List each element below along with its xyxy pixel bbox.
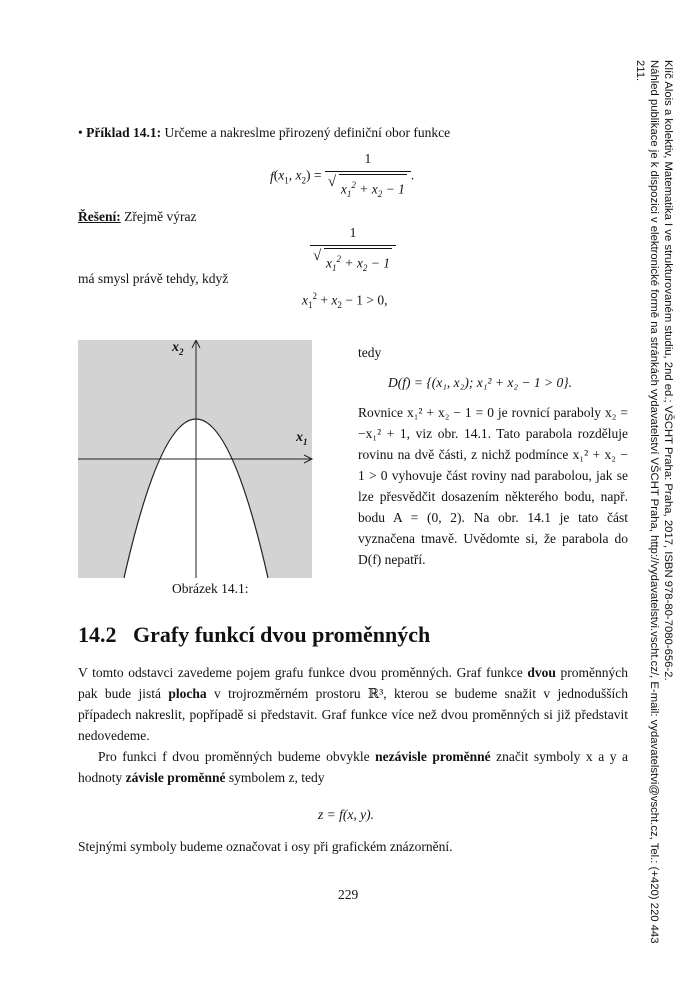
tedy-text: tedy: [358, 345, 382, 360]
side-note-line-1: Klíč Alois a kolektiv, Matematika I ve strukturovaném studiu, 2nd ed.; VŠCHT Praha: Praha, 2017, ISBN 978-80-7080-656-2.: [662, 60, 674, 681]
x1-label: $x_1$: [296, 430, 308, 447]
parabola-plot: [78, 340, 342, 578]
sense-text: má smysl právě tehdy, když: [78, 271, 229, 286]
solution-line: [78, 206, 196, 227]
page-number: 229: [338, 887, 359, 902]
parabola-paragraph: Rovnice x₁² + x₂ − 1 = 0 je rovnicí paraboly x₂ = −x₁² + 1, viz obr. 14.1. Tato parabola rozděluje rovinu na dvě části, z nichž podmínce x₁² + x₂ − 1 > 0 vyhovuje část roviny nad parabolou, jak se lze přesvědčit dosazením některého bodu, např. bodu A = (0, 2). Na obr. 14.1 je tato část vyznačena tmavě. Uvědomte si, že parabola do D(f) nepatří.: [358, 405, 628, 567]
section-heading: [78, 622, 430, 648]
expression-numerator: 1: [349, 225, 357, 240]
inequality-tail: − 1 > 0,: [345, 292, 388, 308]
section-title: Grafy funkcí dvou proměnných: [133, 622, 431, 647]
x2-label: $x_2$: [172, 340, 184, 357]
side-note: [633, 60, 675, 960]
solution-label: Řešení:: [78, 209, 121, 224]
example-text: Určeme a nakreslme přirozený definiční obor funkce: [164, 125, 451, 140]
formula-expression: 1 √ $x_1^2 + x_2 - 1$: [310, 222, 396, 279]
paragraph-2: Pro funkci f dvou proměnných budeme obvykle nezávisle proměnné značit symboly x a y a hodnoty závisle proměnné symbolem z, tedy: [78, 749, 628, 785]
figure-14-1: [78, 340, 342, 578]
bullet: •: [78, 125, 83, 140]
solution-text: Zřejmě výraz: [124, 209, 197, 224]
example-label: Příklad 14.1:: [86, 125, 162, 140]
side-note-line-2: Náhled publikace je k dispozici v elektronické formě na stránkách vydavatelství VŠCHT Praha, http://vydavatelstvi.vscht.cz/, E-mail: vydavatelstvi@vscht.cz, Tel.: (+420) 220 443 211.: [634, 60, 660, 944]
section-number: 14.2: [78, 622, 117, 647]
domain-formula: D(f) = {(x₁, x₂); x₁² + x₂ − 1 > 0}.: [388, 375, 573, 390]
figure-caption: Obrázek 14.1:: [172, 581, 249, 596]
formula-numerator: 1: [364, 151, 372, 166]
equation-z: z = f(x, y).: [318, 807, 374, 822]
inequality: $x_1^2 + x_2 - 1 > 0$,: [302, 291, 388, 311]
paragraph-3: Stejnými symboly budeme označovat i osy při grafickém znázornění.: [78, 839, 453, 854]
example-line: [78, 122, 618, 143]
formula-f: $f(x_1$, $x_2$) = 1 √ $x_1^2 + x_2 - 1$ .: [270, 148, 414, 205]
paragraph-1: V tomto odstavci zavedeme pojem grafu funkce dvou proměnných. Graf funkce dvou proměnných pak bude jistá plocha v trojrozměrném prostoru ℝ³, kterou se budeme snažit v jednodušších případech nakreslit, popřípadě si představit. Graf funkce více než dvou proměnných si již představit nedovedeme.: [78, 665, 629, 743]
